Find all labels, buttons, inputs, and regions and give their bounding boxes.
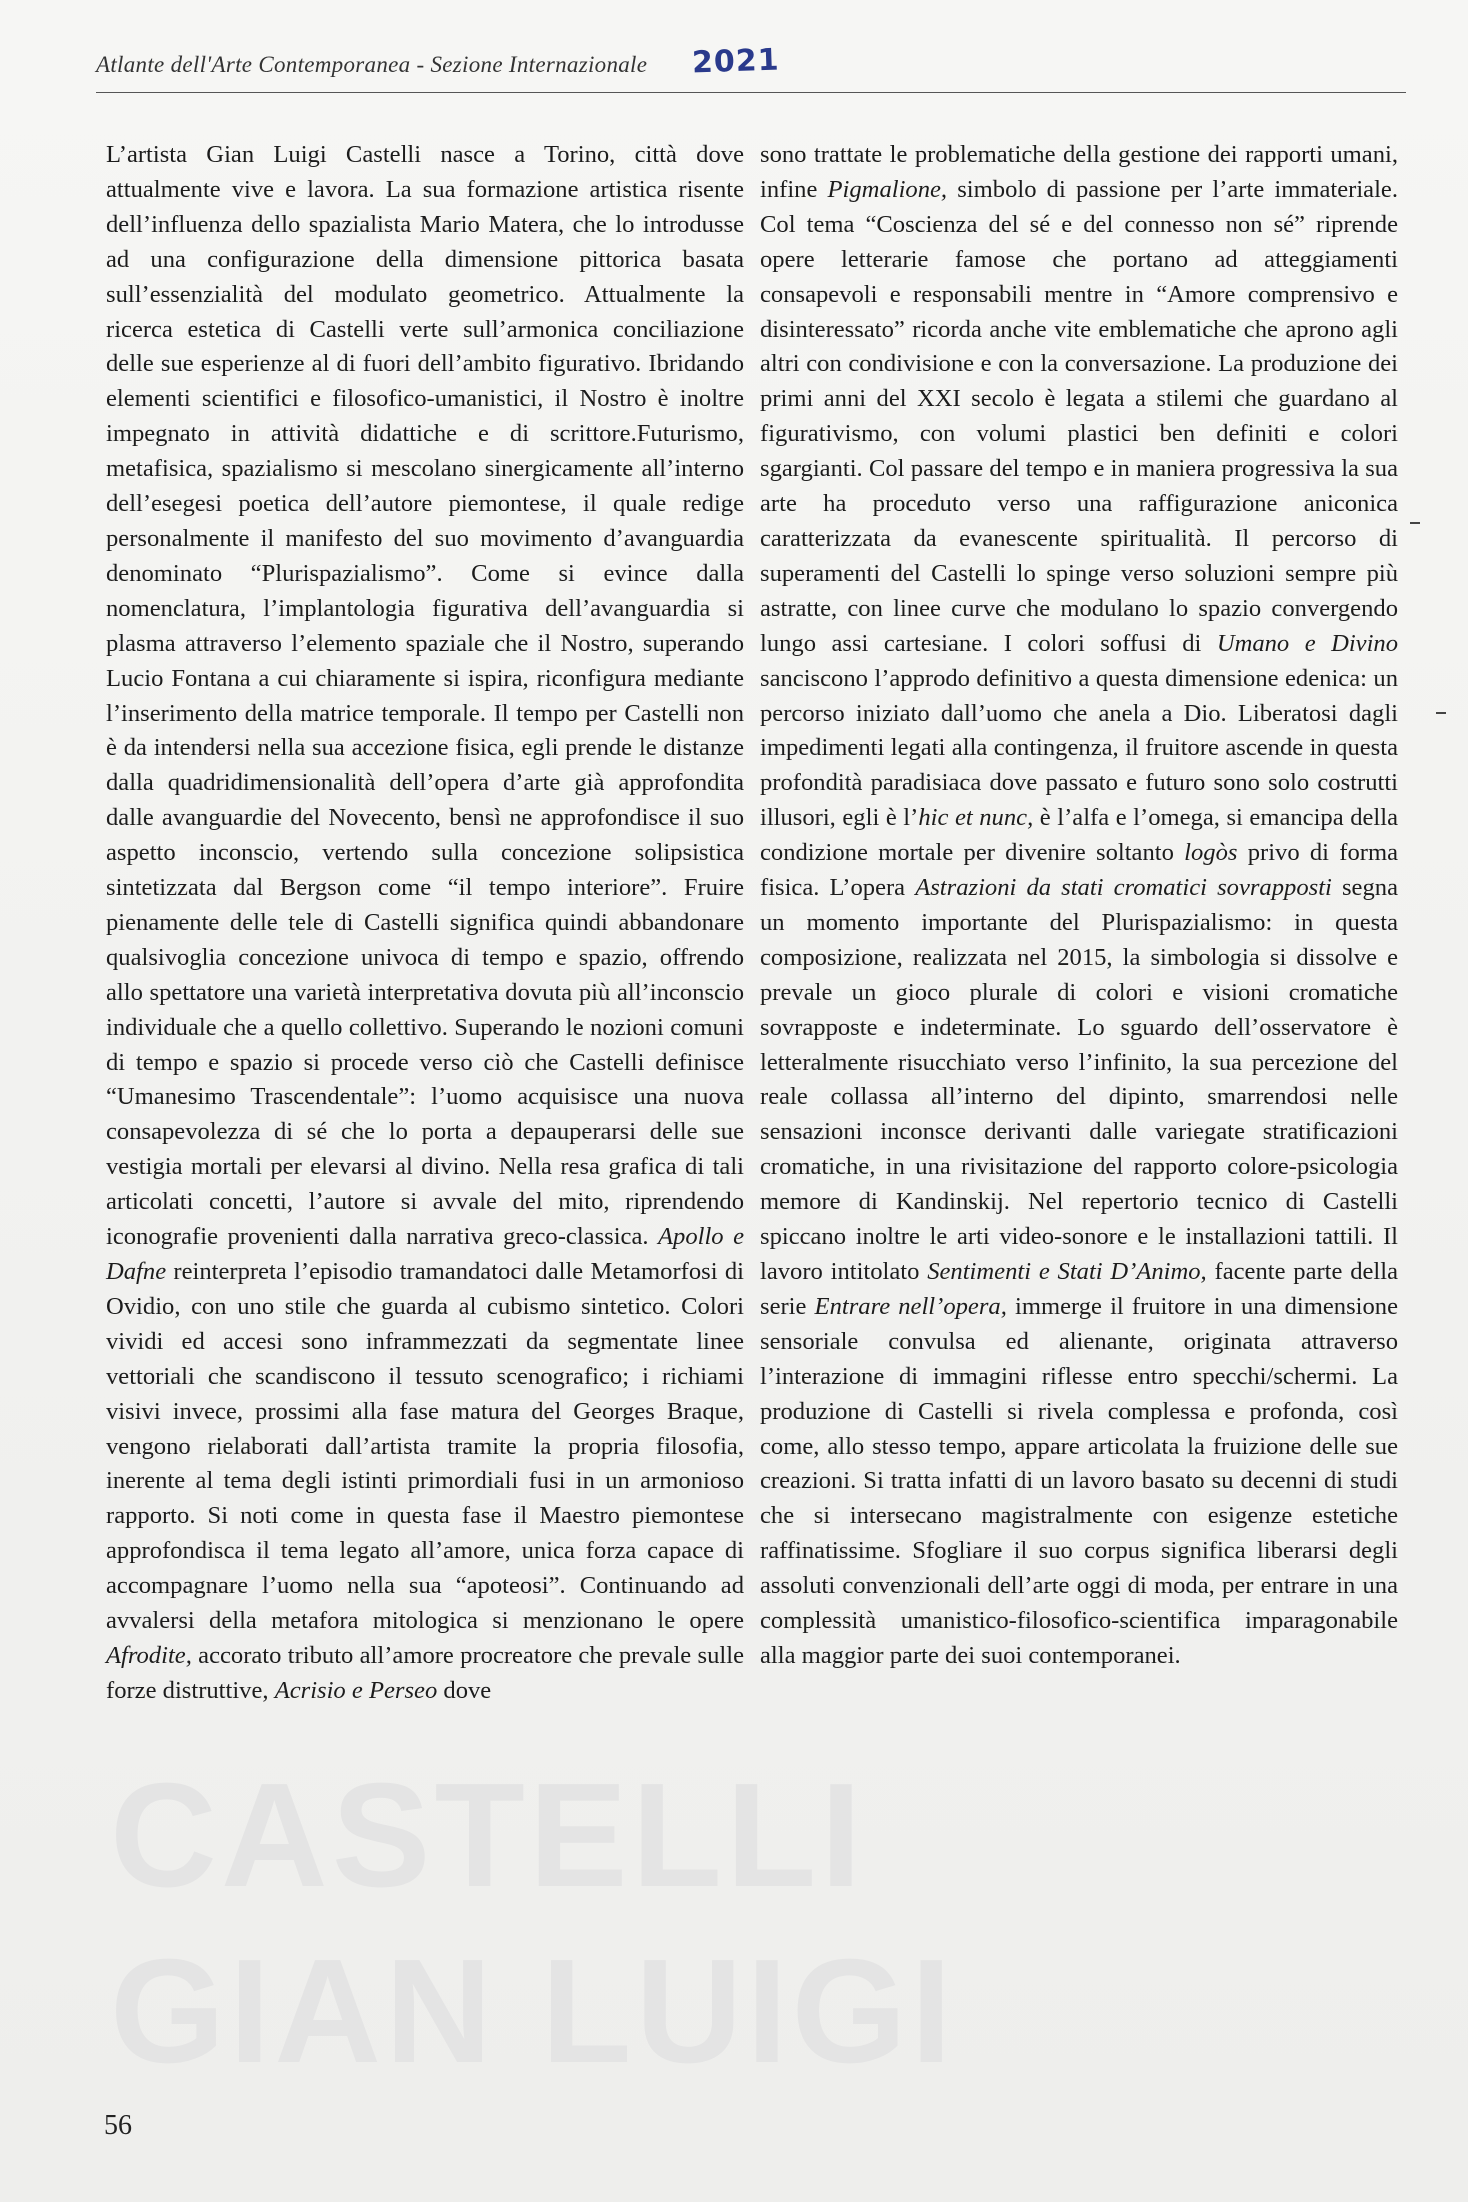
text-run: sanciscono l’approdo definitivo a questa dimensione edenica: un percorso iniziato dall’uomo che anela a Dio. Liberatosi dagli impedimenti legati alla contingenza, il fruitore ascende in questa profondità paradisiaca dove passato e futuro sono solo costrutti illusori, egli è l’ xyxy=(760,664,1398,832)
text-run: sono trattate le problematiche della gestione dei rapporti umani, infine xyxy=(760,141,1398,203)
text-run: immerge il fruitore in una dimensione sensoriale convulsa ed alienante, originata attraverso l’interazione di immagini riflesse entro specchi/schermi. La produzione di Castelli si rivela complessa e profonda, così come, allo stesso tempo, appare articolata la fruizione delle sue creazioni. Si tratta infatti di un lavoro basato su decenni di studi che si intersecano magistralmente con esigenze estetiche raffinatissime. Sfogliare il suo corpus significa liberarsi degli assoluti convenzionali dell’arte oggi di moda, per entrare in una complessità umanistico-filosofico-scientifica imparagonabile alla maggior parte dei suoi contemporanei. xyxy=(760,1292,1398,1669)
text-run: reinterpreta l’episodio tramandatoci dalle Metamorfosi di Ovidio, con uno stile che guarda al cubismo sintetico. Colori vividi ed accesi sono inframmezzati da segmentate linee vettoriali che scandiscono il tessuto scenografico; i richiami visivi invece, prossimi alla fase matura del Georges Braque, vengono rielaborati dall’artista tramite la propria filosofia, inerente al tema degli istinti primordiali fusi in un armonioso rapporto. Si noti come in questa fase il Maestro piemontese approfondisca il tema legato all’amore, unica forza capace di accompagnare l’uomo nella sua “apoteosi”. Continuando ad avvalersi della metafora mitologica si menzionano le opere xyxy=(106,1258,744,1635)
artwork-title: Sentimenti e Stati D’Animo, xyxy=(927,1258,1207,1285)
watermark-given-names: GIAN LUIGI xyxy=(110,1929,956,2094)
latin-phrase: hic et nunc, xyxy=(918,804,1034,832)
artwork-title: Apollo e Dafne xyxy=(106,1223,744,1285)
margin-mark xyxy=(1436,712,1446,714)
series-title: Entrare nell’opera, xyxy=(814,1292,1007,1320)
page-header xyxy=(96,42,1406,93)
watermark-surname: CASTELLI xyxy=(110,1753,866,1918)
page-number: 56 xyxy=(104,2110,132,2141)
running-title: Atlante dell'Arte Contemporanea - Sezione Internazionale xyxy=(96,52,648,77)
text-run: facente parte della serie xyxy=(760,1258,1399,1320)
text-run: accorato tributo all’amore procreatore che prevale sulle forze distruttive, xyxy=(106,1641,744,1704)
artwork-title: Astrazioni da stati cromatici sovrapposti xyxy=(915,874,1332,902)
artwork-title: Afrodite, xyxy=(106,1641,192,1669)
article-paragraph xyxy=(106,138,744,1709)
text-run: privo di forma fisica. L’opera xyxy=(760,839,1398,902)
margin-mark xyxy=(1410,522,1420,524)
text-run: segna un momento importante del Plurispazialismo: in questa composizione, realizzata nel 2015, la simbologia si dissolve e prevale un gioco plurale di colori e visioni cromatiche sovrapposte e indeterminate. Lo sguardo dell’osservatore è letteralmente risucchiato verso l’infinito, la sua percezione del reale collassa all’interno del dipinto, smarrendosi nelle sensazioni inconsce derivanti dalle variegate stratificazioni cromatiche, in una rivisitazione del rapporto colore-psicologia memore di Kandinskij. Nel repertorio tecnico di Castelli spiccano inoltre le arti video-sonore e le installazioni tattili. Il lavoro intitolato xyxy=(760,874,1398,1285)
artwork-title: Acrisio e Perseo xyxy=(274,1676,438,1704)
text-run: è l’alfa e l’omega, si emancipa della condizione mortale per divenire soltanto xyxy=(760,804,1398,867)
text-run: L’artista Gian Luigi Castelli nasce a Torino, città dove attualmente vive e lavora. La sua formazione artistica risente dell’influenza dello spazialista Mario Matera, che lo introdusse ad una configurazione della dimensione pittorica basata sull’essenzialità del modulato geometrico. Attualmente la ricerca estetica di Castelli verte sull’armonica conciliazione delle sue esperienze al di fuori dell’ambito figurativo. Ibridando elementi scientifici e filosofico-umanistici, il Nostro è inoltre impegnato in attività didattiche e di scrittore.Futurismo, metafisica, spazialismo si mescolano sinergicamente all’interno dell’esegesi poetica dell’autore piemontese, il quale redige personalmente il manifesto del suo movimento d’avanguardia denominato “Plurispazialismo”. Come si evince dalla nomenclatura, l’implantologia figurativa dell’avanguardia si plasma attraverso l’elemento spaziale che il Nostro, superando Lucio Fontana a cui chiaramente si ispira, riconfigura mediante l’inserimento della matrice temporale. Il tempo per Castelli non è da intendersi nella sua accezione fisica, egli prende le distanze dalla quadridimensionalità dell’opera d’arte già approfondita dalle avanguardie del Novecento, bensì ne approfondisce il suo aspetto inconscio, vertendo sulla concezione solipsistica sintetizzata dal Bergson come “il tempo interiore”. Fruire pienamente delle tele di Castelli significa quindi abbandonare qualsivoglia concezione univoca di tempo e spazio, offrendo allo spettatore una varietà interpretativa dovuta più all’inconscio individuale che a quello collettivo. Superando le nozioni comuni di tempo e spazio si procede verso ciò che Castelli definisce “Umanesimo Trascendentale”: l’uomo acquisisce una nuova consapevolezza di sé che lo porta a depauperarsi delle sue vestigia mortali per elevarsi al divino. Nella resa grafica di tali articolati concetti, l’autore si avvale del mito, riprendendo iconografie provenienti dalla narrativa greco-classica. xyxy=(106,141,744,1251)
text-run: simbolo di passione per l’arte immateriale. Col tema “Coscienza del sé e del connesso non sé” riprende opere letterarie famose che portano ad atteggiamenti consapevoli e responsabili mentre in “Amore comprensivo e disinteressato” ricorda anche vite emblematiche che aprono agli altri con condivisione e con la conversazione. La produzione dei primi anni del XXI secolo è legata a stilemi che guardano al figurativismo, con volumi plastici ben definiti e colori sgargianti. Col passare del tempo e in maniera progressiva la sua arte ha proceduto verso una raffigurazione aniconica caratterizzata da evanescente spiritualità. Il percorso di superamenti del Castelli lo spinge verso soluzioni sempre più astratte, con linee curve che modulano lo spazio convergendo lungo assi cartesiane. I colori soffusi di xyxy=(760,175,1398,657)
text-run: dove xyxy=(437,1676,492,1704)
artwork-title: Umano e Divino xyxy=(1216,629,1399,657)
greek-term: logòs xyxy=(1184,839,1238,867)
handwritten-year-note: 2021 xyxy=(691,42,781,81)
article-paragraph xyxy=(760,138,1398,1674)
article-column-right xyxy=(760,138,1398,1674)
artwork-title: Pigmalione, xyxy=(827,175,948,203)
article-column-left xyxy=(106,138,744,1709)
